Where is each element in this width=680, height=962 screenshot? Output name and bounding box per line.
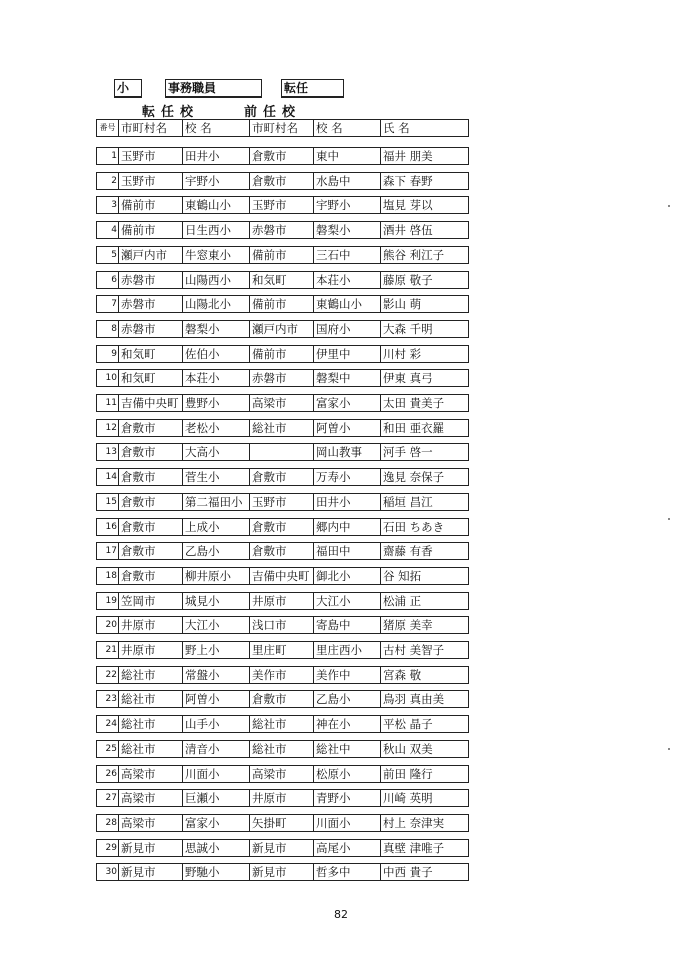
city-new-cell: 備前市 xyxy=(119,196,183,214)
school-new-cell: 田井小 xyxy=(183,147,250,165)
table-row xyxy=(96,616,469,634)
staff-name-cell: 川村 彩 xyxy=(381,345,469,363)
city-new-cell: 備前市 xyxy=(119,221,183,239)
staff-name-cell: 松浦 正 xyxy=(381,592,469,610)
scan-speck xyxy=(668,748,670,750)
city-new-cell: 井原市 xyxy=(119,641,183,659)
city-new-cell: 赤磐市 xyxy=(119,271,183,289)
staff-name-cell: 中西 貴子 xyxy=(381,863,469,881)
move-type-box: 転任 xyxy=(281,79,344,98)
school-new-cell: 柳井原小 xyxy=(183,567,250,585)
school-prev-cell: 東鶴山小 xyxy=(314,295,381,313)
city-prev-cell: 玉野市 xyxy=(250,493,314,511)
row-number-cell: 17 xyxy=(96,542,119,560)
job-type-box: 事務職員 xyxy=(165,79,262,98)
col-header-school-prev: 校 名 xyxy=(314,119,381,137)
city-prev-cell: 瀬戸内市 xyxy=(250,320,314,338)
table-row xyxy=(96,246,469,264)
school-prev-cell: 磐梨中 xyxy=(314,369,381,387)
city-prev-cell: 浅口市 xyxy=(250,616,314,634)
scan-speck xyxy=(668,518,670,520)
school-new-cell: 富家小 xyxy=(183,814,250,832)
table-row xyxy=(96,518,469,536)
city-prev-cell: 倉敷市 xyxy=(250,518,314,536)
school-new-cell: 牛窓東小 xyxy=(183,246,250,264)
staff-name-cell: 谷 知拓 xyxy=(381,567,469,585)
city-prev-cell: 里庄町 xyxy=(250,641,314,659)
school-new-cell: 城見小 xyxy=(183,592,250,610)
school-new-cell: 野馳小 xyxy=(183,863,250,881)
table-row xyxy=(96,641,469,659)
city-prev-cell: 備前市 xyxy=(250,246,314,264)
row-number-cell: 4 xyxy=(96,221,119,239)
row-number-cell: 12 xyxy=(96,419,119,437)
staff-name-cell: 猪原 美幸 xyxy=(381,616,469,634)
table-row xyxy=(96,320,469,338)
city-prev-cell: 新見市 xyxy=(250,863,314,881)
row-number-cell: 6 xyxy=(96,271,119,289)
table-row xyxy=(96,147,469,165)
school-prev-cell: 郷内中 xyxy=(314,518,381,536)
city-new-cell: 井原市 xyxy=(119,616,183,634)
city-new-cell: 総社市 xyxy=(119,666,183,684)
school-prev-cell: 総社中 xyxy=(314,740,381,758)
city-new-cell: 倉敷市 xyxy=(119,518,183,536)
table-row xyxy=(96,666,469,684)
school-prev-cell: 大江小 xyxy=(314,592,381,610)
caption-previous-school: 前任校 xyxy=(244,105,302,120)
school-prev-cell: 青野小 xyxy=(314,789,381,807)
school-new-cell: 第二福田小 xyxy=(183,493,250,511)
school-new-cell: 宇野小 xyxy=(183,172,250,190)
school-prev-cell: 御北小 xyxy=(314,567,381,585)
col-header-city-new: 市町村名 xyxy=(119,119,183,137)
school-prev-cell: 水島中 xyxy=(314,172,381,190)
school-prev-cell: 高尾小 xyxy=(314,839,381,857)
table-row xyxy=(96,863,469,881)
table-row xyxy=(96,419,469,437)
row-number-cell: 21 xyxy=(96,641,119,659)
staff-name-cell: 影山 萌 xyxy=(381,295,469,313)
city-new-cell: 倉敷市 xyxy=(119,443,183,461)
school-prev-cell: 乙島小 xyxy=(314,690,381,708)
school-prev-cell: 阿曽小 xyxy=(314,419,381,437)
page-number: 82 xyxy=(334,908,348,921)
school-prev-cell: 哲多中 xyxy=(314,863,381,881)
city-new-cell: 総社市 xyxy=(119,740,183,758)
school-new-cell: 磐梨小 xyxy=(183,320,250,338)
staff-name-cell: 石田 ちあき xyxy=(381,518,469,536)
table-row xyxy=(96,740,469,758)
table-row xyxy=(96,221,469,239)
city-prev-cell: 赤磐市 xyxy=(250,369,314,387)
school-prev-cell: 寄島中 xyxy=(314,616,381,634)
school-prev-cell: 神在小 xyxy=(314,715,381,733)
city-prev-cell: 吉備中央町 xyxy=(250,567,314,585)
school-prev-cell: 三石中 xyxy=(314,246,381,264)
table-row xyxy=(96,567,469,585)
table-row xyxy=(96,542,469,560)
school-prev-cell: 川面小 xyxy=(314,814,381,832)
city-new-cell: 倉敷市 xyxy=(119,542,183,560)
staff-name-cell: 塩見 芽以 xyxy=(381,196,469,214)
city-prev-cell: 玉野市 xyxy=(250,196,314,214)
staff-name-cell: 熊谷 利江子 xyxy=(381,246,469,264)
city-new-cell: 赤磐市 xyxy=(119,295,183,313)
city-prev-cell: 倉敷市 xyxy=(250,147,314,165)
school-prev-cell: 松原小 xyxy=(314,765,381,783)
school-new-cell: 清音小 xyxy=(183,740,250,758)
city-prev-cell: 美作市 xyxy=(250,666,314,684)
row-number-cell: 8 xyxy=(96,320,119,338)
school-new-cell: 日生西小 xyxy=(183,221,250,239)
row-number-cell: 10 xyxy=(96,369,119,387)
table-row xyxy=(96,690,469,708)
city-new-cell: 高梁市 xyxy=(119,765,183,783)
staff-name-cell: 大森 千明 xyxy=(381,320,469,338)
school-new-cell: 山陽北小 xyxy=(183,295,250,313)
city-prev-cell: 倉敷市 xyxy=(250,690,314,708)
table-row xyxy=(96,394,469,412)
table-row xyxy=(96,592,469,610)
row-number-cell: 29 xyxy=(96,839,119,857)
table-row xyxy=(96,715,469,733)
table-row xyxy=(96,789,469,807)
staff-name-cell: 福井 朋美 xyxy=(381,147,469,165)
school-new-cell: 巨瀬小 xyxy=(183,789,250,807)
table-row xyxy=(96,295,469,313)
city-prev-cell: 備前市 xyxy=(250,295,314,313)
staff-name-cell: 宮森 敬 xyxy=(381,666,469,684)
city-new-cell: 吉備中央町 xyxy=(119,394,183,412)
city-prev-cell: 赤磐市 xyxy=(250,221,314,239)
table-row xyxy=(96,196,469,214)
city-prev-cell: 備前市 xyxy=(250,345,314,363)
table-row xyxy=(96,765,469,783)
staff-name-cell: 逸見 奈保子 xyxy=(381,468,469,486)
city-new-cell: 和気町 xyxy=(119,345,183,363)
row-number-cell: 16 xyxy=(96,518,119,536)
school-new-cell: 阿曽小 xyxy=(183,690,250,708)
staff-name-cell: 平松 晶子 xyxy=(381,715,469,733)
school-prev-cell: 国府小 xyxy=(314,320,381,338)
school-new-cell: 思誠小 xyxy=(183,839,250,857)
col-header-name: 氏 名 xyxy=(381,119,469,137)
city-new-cell: 新見市 xyxy=(119,863,183,881)
table-row xyxy=(96,814,469,832)
row-number-cell: 20 xyxy=(96,616,119,634)
scan-speck xyxy=(668,205,670,207)
school-new-cell: 東鶴山小 xyxy=(183,196,250,214)
city-prev-cell: 井原市 xyxy=(250,592,314,610)
table-header-row xyxy=(96,119,469,137)
city-prev-cell: 和気町 xyxy=(250,271,314,289)
city-prev-cell: 高梁市 xyxy=(250,394,314,412)
school-new-cell: 乙島小 xyxy=(183,542,250,560)
table-row xyxy=(96,369,469,387)
staff-name-cell: 齋藤 有香 xyxy=(381,542,469,560)
city-prev-cell: 矢掛町 xyxy=(250,814,314,832)
table-row xyxy=(96,345,469,363)
city-prev-cell: 総社市 xyxy=(250,740,314,758)
school-new-cell: 上成小 xyxy=(183,518,250,536)
staff-name-cell: 稲垣 昌江 xyxy=(381,493,469,511)
row-number-cell: 3 xyxy=(96,196,119,214)
table-row xyxy=(96,443,469,461)
city-prev-cell: 倉敷市 xyxy=(250,468,314,486)
school-new-cell: 山手小 xyxy=(183,715,250,733)
school-new-cell: 常盤小 xyxy=(183,666,250,684)
staff-name-cell: 秋山 双美 xyxy=(381,740,469,758)
city-prev-cell xyxy=(250,443,314,461)
city-new-cell: 倉敷市 xyxy=(119,567,183,585)
row-number-cell: 25 xyxy=(96,740,119,758)
row-number-cell: 19 xyxy=(96,592,119,610)
city-prev-cell: 井原市 xyxy=(250,789,314,807)
city-prev-cell: 倉敷市 xyxy=(250,172,314,190)
row-number-cell: 7 xyxy=(96,295,119,313)
school-new-cell: 菅生小 xyxy=(183,468,250,486)
school-prev-cell: 磐梨小 xyxy=(314,221,381,239)
row-number-cell: 13 xyxy=(96,443,119,461)
city-new-cell: 総社市 xyxy=(119,715,183,733)
city-new-cell: 新見市 xyxy=(119,839,183,857)
col-header-number: 番号 xyxy=(96,119,119,137)
row-number-cell: 9 xyxy=(96,345,119,363)
school-new-cell: 本荘小 xyxy=(183,369,250,387)
staff-name-cell: 森下 春野 xyxy=(381,172,469,190)
table-row xyxy=(96,271,469,289)
city-new-cell: 倉敷市 xyxy=(119,468,183,486)
row-number-cell: 5 xyxy=(96,246,119,264)
row-number-cell: 28 xyxy=(96,814,119,832)
school-prev-cell: 福田中 xyxy=(314,542,381,560)
table-row xyxy=(96,172,469,190)
school-new-cell: 佐伯小 xyxy=(183,345,250,363)
school-new-cell: 山陽西小 xyxy=(183,271,250,289)
row-number-cell: 22 xyxy=(96,666,119,684)
school-prev-cell: 美作中 xyxy=(314,666,381,684)
city-new-cell: 瀬戸内市 xyxy=(119,246,183,264)
staff-name-cell: 伊東 真弓 xyxy=(381,369,469,387)
city-prev-cell: 総社市 xyxy=(250,419,314,437)
school-prev-cell: 宇野小 xyxy=(314,196,381,214)
city-prev-cell: 高梁市 xyxy=(250,765,314,783)
col-header-city-prev: 市町村名 xyxy=(250,119,314,137)
school-prev-cell: 東中 xyxy=(314,147,381,165)
row-number-cell: 27 xyxy=(96,789,119,807)
table-row xyxy=(96,468,469,486)
row-number-cell: 15 xyxy=(96,493,119,511)
table-row xyxy=(96,839,469,857)
city-new-cell: 和気町 xyxy=(119,369,183,387)
school-type-box: 小 xyxy=(114,79,142,98)
row-number-cell: 30 xyxy=(96,863,119,881)
school-prev-cell: 富家小 xyxy=(314,394,381,412)
row-number-cell: 11 xyxy=(96,394,119,412)
staff-name-cell: 太田 貴美子 xyxy=(381,394,469,412)
row-number-cell: 23 xyxy=(96,690,119,708)
school-prev-cell: 里庄西小 xyxy=(314,641,381,659)
staff-name-cell: 真壁 津唯子 xyxy=(381,839,469,857)
city-new-cell: 総社市 xyxy=(119,690,183,708)
staff-name-cell: 古村 美智子 xyxy=(381,641,469,659)
city-new-cell: 笠岡市 xyxy=(119,592,183,610)
staff-name-cell: 河手 啓一 xyxy=(381,443,469,461)
row-number-cell: 14 xyxy=(96,468,119,486)
city-new-cell: 高梁市 xyxy=(119,814,183,832)
school-prev-cell: 万寿小 xyxy=(314,468,381,486)
city-prev-cell: 総社市 xyxy=(250,715,314,733)
col-header-school-new: 校 名 xyxy=(183,119,250,137)
row-number-cell: 18 xyxy=(96,567,119,585)
staff-name-cell: 村上 奈津実 xyxy=(381,814,469,832)
city-new-cell: 倉敷市 xyxy=(119,419,183,437)
school-new-cell: 大高小 xyxy=(183,443,250,461)
staff-name-cell: 川崎 英明 xyxy=(381,789,469,807)
city-new-cell: 玉野市 xyxy=(119,172,183,190)
school-new-cell: 川面小 xyxy=(183,765,250,783)
caption-new-school: 転任校 xyxy=(142,105,200,120)
school-prev-cell: 伊里中 xyxy=(314,345,381,363)
school-new-cell: 豊野小 xyxy=(183,394,250,412)
city-new-cell: 高梁市 xyxy=(119,789,183,807)
row-number-cell: 2 xyxy=(96,172,119,190)
row-number-cell: 1 xyxy=(96,147,119,165)
staff-name-cell: 酒井 啓伍 xyxy=(381,221,469,239)
staff-name-cell: 前田 隆行 xyxy=(381,765,469,783)
row-number-cell: 24 xyxy=(96,715,119,733)
city-prev-cell: 倉敷市 xyxy=(250,542,314,560)
table-row xyxy=(96,493,469,511)
city-new-cell: 玉野市 xyxy=(119,147,183,165)
staff-name-cell: 和田 亜衣羅 xyxy=(381,419,469,437)
staff-name-cell: 藤原 敬子 xyxy=(381,271,469,289)
school-new-cell: 大江小 xyxy=(183,616,250,634)
row-number-cell: 26 xyxy=(96,765,119,783)
city-new-cell: 赤磐市 xyxy=(119,320,183,338)
staff-name-cell: 鳥羽 真由美 xyxy=(381,690,469,708)
city-new-cell: 倉敷市 xyxy=(119,493,183,511)
school-new-cell: 老松小 xyxy=(183,419,250,437)
school-prev-cell: 本荘小 xyxy=(314,271,381,289)
school-prev-cell: 田井小 xyxy=(314,493,381,511)
school-new-cell: 野上小 xyxy=(183,641,250,659)
school-prev-cell: 岡山教事 xyxy=(314,443,381,461)
city-prev-cell: 新見市 xyxy=(250,839,314,857)
